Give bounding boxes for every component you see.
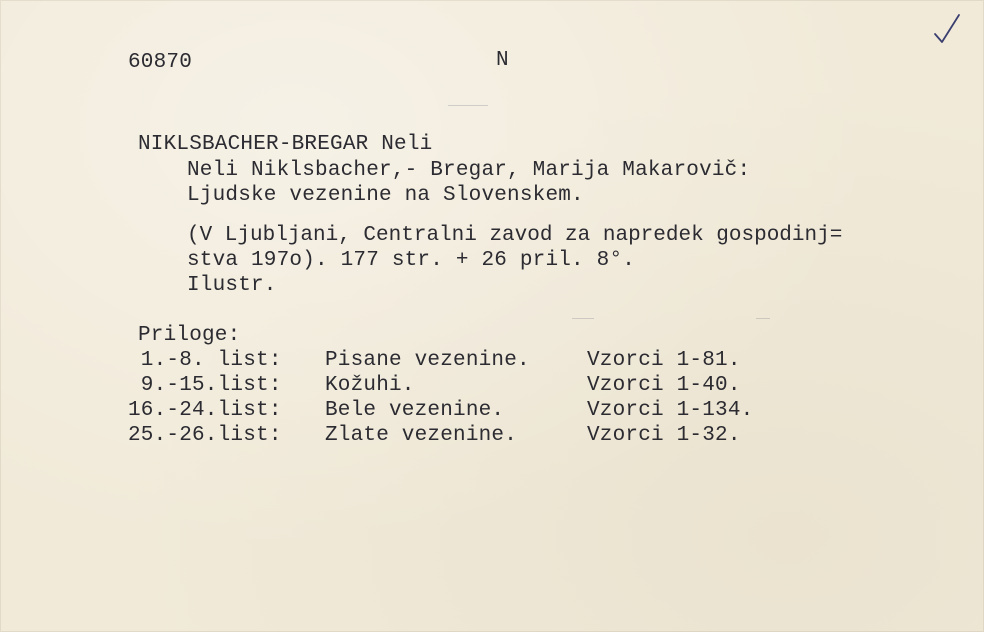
attachment-range: 9.-15.list:	[128, 374, 282, 397]
card-number: 60870	[128, 51, 193, 74]
attachment-name: Kožuhi.	[325, 374, 415, 397]
author-line: Neli Niklsbacher,- Bregar, Marija Makarovič:	[187, 159, 751, 182]
attachment-range: 1.-8. list:	[128, 349, 282, 372]
attachment-name: Pisane vezenine.	[325, 349, 530, 372]
attachment-range: 16.-24.list:	[128, 399, 282, 422]
attachment-range: 25.-26.list:	[128, 424, 282, 447]
title-line: Ljudske vezenine na Slovenskem.	[187, 184, 584, 207]
imprint-line-2: stva 197o). 177 str. + 26 pril. 8°.	[187, 249, 636, 272]
attachment-samples: Vzorci 1-32.	[587, 424, 741, 447]
author-heading: NIKLSBACHER-BREGAR Neli	[138, 133, 433, 156]
imprint-line-1: (V Ljubljani, Centralni zavod za napredek gospodinj=	[187, 224, 843, 247]
imprint-line-3: Ilustr.	[187, 274, 277, 297]
attachment-name: Zlate vezenine.	[325, 424, 518, 447]
attachment-samples: Vzorci 1-81.	[587, 349, 741, 372]
check-mark-icon	[932, 12, 962, 46]
attachment-samples: Vzorci 1-134.	[587, 399, 754, 422]
attachment-samples: Vzorci 1-40.	[587, 374, 741, 397]
attachments-label: Priloge:	[138, 324, 241, 347]
attachment-name: Bele vezenine.	[325, 399, 505, 422]
card-letter: N	[496, 49, 509, 72]
